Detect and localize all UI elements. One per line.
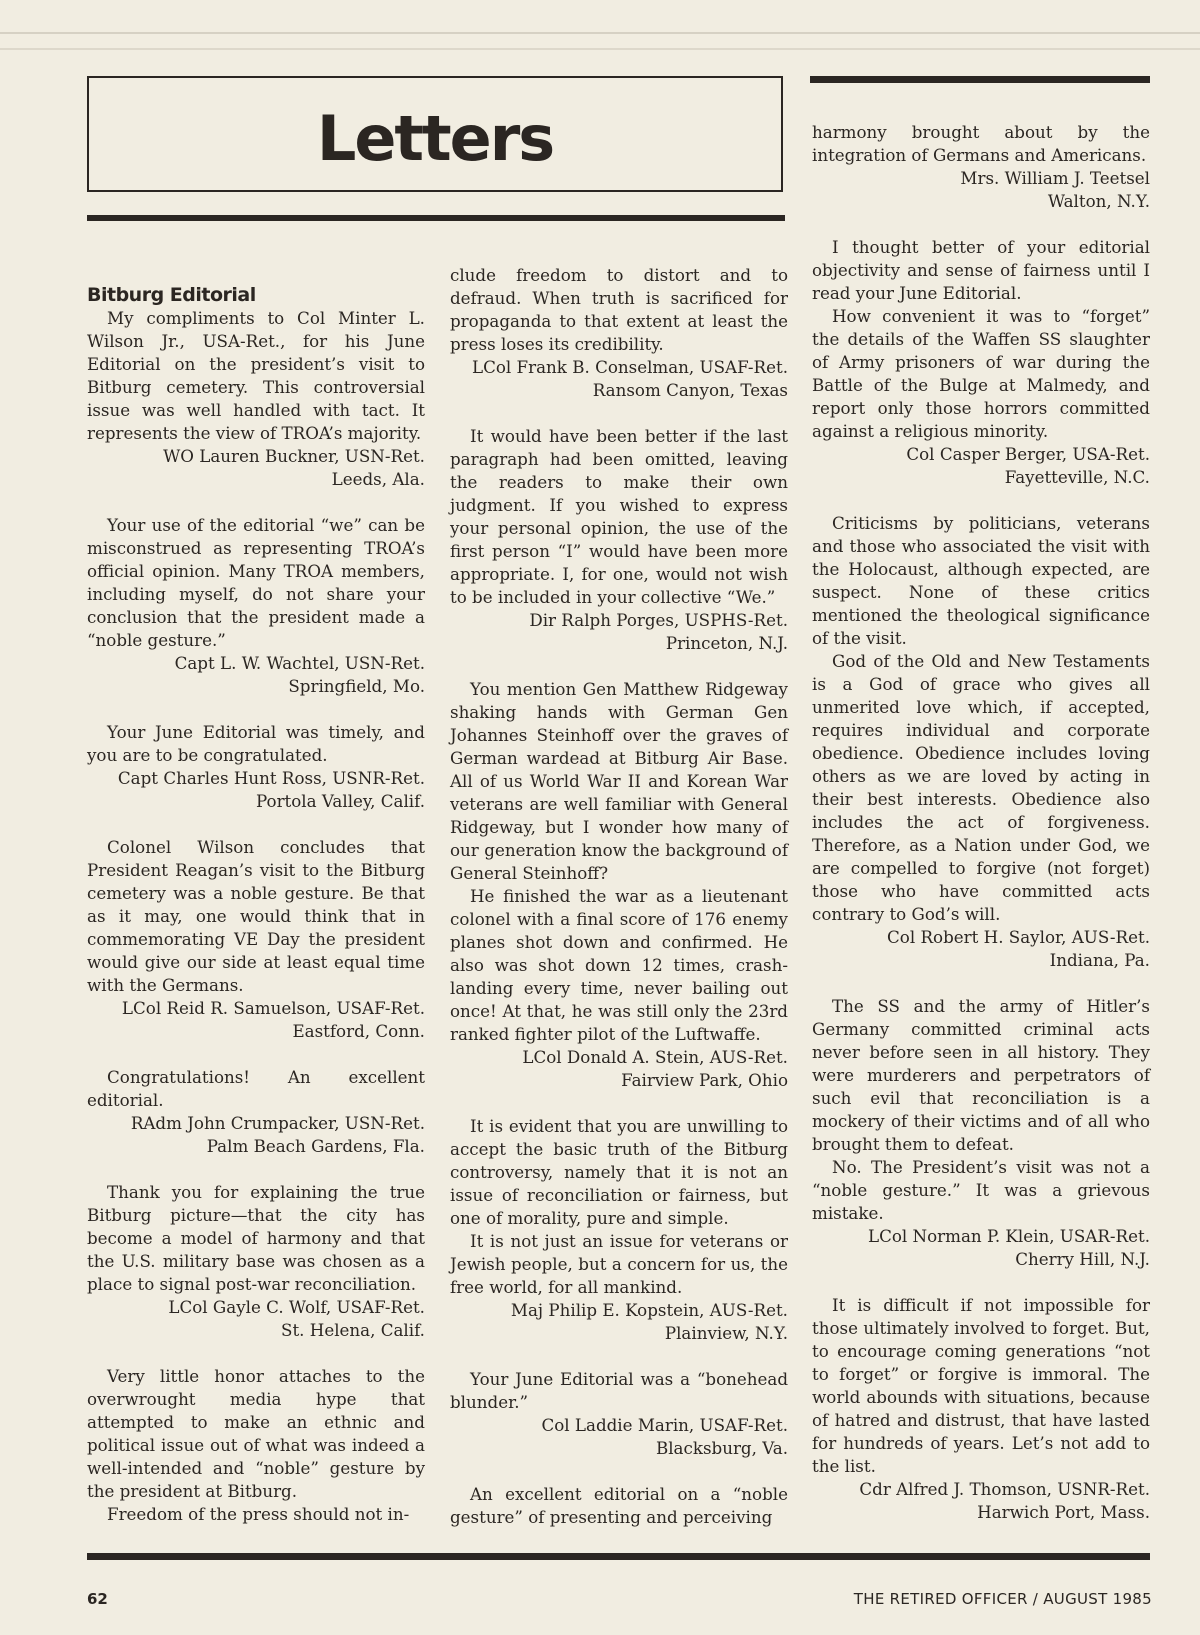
signature-name: LCol Frank B. Conselman, USAF-Ret. [471, 357, 788, 377]
signature-place: St. Helena, Calif. [281, 1320, 425, 1340]
signature-name: WO Lauren Buckner, USN-Ret. [163, 446, 425, 466]
page-number: 62 [87, 1590, 108, 1608]
letter-text: How convenient it was to “forget” the details of the Waffen SS slaughter of Army prisoners of war during the Battle of the Bulge at Malmedy, and report only those horrors committed against a religious minority. [812, 306, 1150, 441]
section-heading: Bitburg Editorial [87, 284, 256, 306]
signature-name: LCol Norman P. Klein, USAR-Ret. [867, 1226, 1150, 1246]
signature-place: Fairview Park, Ohio [621, 1070, 788, 1090]
signature-name: Cdr Alfred J. Thomson, USNR-Ret. [859, 1479, 1150, 1499]
signature-name: Mrs. William J. Teetsel [960, 168, 1150, 188]
col3-top-rule [810, 76, 1150, 83]
letter-text: Your June Editorial was timely, and you are to be congratulated. [87, 722, 425, 765]
letter-text: It would have been better if the last paragraph had been omitted, leaving the readers to make their own judgment. If you wished to express your personal opinion, the use of the first person “I” would have been more appropriate. I, for one, would not wish to be included in your collective “We.” [450, 426, 788, 607]
signature [87, 445, 425, 491]
signature-place: Princeton, N.J. [665, 633, 788, 653]
letter-text: It is evident that you are unwilling to accept the basic truth of the Bitburg controversy, namely that it is not an issue of reconciliation or fairness, but one of morality, pure and simple. [450, 1116, 788, 1228]
letter-text: Criticisms by politicians, veterans and those who associated the visit with the Holocaust, although expected, are suspect. None of these critics mentioned the theological significance of the visit. [812, 513, 1150, 648]
letter-text: My compliments to Col Minter L. Wilson Jr., USA-Ret., for his June Editorial on the president’s visit to Bitburg cemetery. This controversial issue was well handled with tact. It represents the view of TROA’s majority. [87, 308, 425, 443]
page-title: Letters [316, 101, 554, 175]
letter-text: It is difficult if not impossible for those ultimately involved to forget. But, to encourage coming generations “not to forget” or forgive is immoral. The world abounds with situations, because of hatred and distrust, that have lasted for hundreds of years. Let’s not add to the list. [812, 1295, 1150, 1476]
signature [87, 997, 425, 1043]
letter-text: An excellent editorial on a “noble gesture” of presenting and perceiving [450, 1484, 788, 1527]
letter-text: You mention Gen Matthew Ridgeway shaking hands with German Gen Johannes Steinhoff over the graves of German wardead at Bitburg Air Base. All of us World War II and Korean War veterans are well familiar with General Ridgeway, but I wonder how many of our generation know the background of General Steinhoff? [450, 679, 788, 883]
signature-name: LCol Gayle C. Wolf, USAF-Ret. [168, 1297, 425, 1317]
letter-text: Your June Editorial was a “bonehead blunder.” [450, 1369, 788, 1412]
signature-name: Dir Ralph Porges, USPHS-Ret. [529, 610, 788, 630]
signature [87, 767, 425, 813]
signature-name: Capt Charles Hunt Ross, USNR-Ret. [117, 768, 425, 788]
signature-name: LCol Donald A. Stein, AUS-Ret. [522, 1047, 788, 1067]
signature-place: Harwich Port, Mass. [977, 1502, 1150, 1522]
letter-text: Freedom of the press should not in- [107, 1504, 410, 1524]
letter-text: Thank you for explaining the true Bitburg picture—that the city has become a model of harmony and that the U.S. military base was chosen as a place to signal post-war reconciliation. [87, 1182, 425, 1294]
signature [812, 443, 1150, 489]
signature-place: Walton, N.Y. [1047, 191, 1150, 211]
letter-text: Congratulations! An excellent editorial. [87, 1067, 425, 1110]
signature [812, 167, 1150, 213]
title-rule [87, 215, 785, 221]
signature-place: Ransom Canyon, Texas [592, 380, 788, 400]
signature-name: Col Robert H. Saylor, AUS-Ret. [887, 927, 1150, 947]
letter-text: The SS and the army of Hitler’s Germany committed criminal acts never before seen in all history. They were murderers and perpetrators of such evil that reconciliation is a mockery of their victims and of all who brought them to defeat. [812, 996, 1150, 1154]
column-1 [87, 284, 425, 1526]
signature [812, 1478, 1150, 1524]
signature-place: Plainview, N.Y. [664, 1323, 788, 1343]
signature-place: Palm Beach Gardens, Fla. [206, 1136, 425, 1156]
signature-place: Springfield, Mo. [288, 676, 425, 696]
signature-name: Maj Philip E. Kopstein, AUS-Ret. [510, 1300, 788, 1320]
signature-place: Fayetteville, N.C. [1004, 467, 1150, 487]
signature [87, 652, 425, 698]
signature-place: Cherry Hill, N.J. [1015, 1249, 1150, 1269]
letter-text: I thought better of your editorial objectivity and sense of fairness until I read your June Editorial. [812, 237, 1150, 303]
signature-place: Portola Valley, Calif. [255, 791, 425, 811]
letter-text: harmony brought about by the integration of Germans and Americans. [812, 122, 1150, 165]
letter-text: He finished the war as a lieutenant colonel with a final score of 176 enemy planes shot down and confirmed. He also was shot down 12 times, crash-landing every time, never bailing out once! At that, he was still only the 23rd ranked fighter pilot of the Luftwaffe. [450, 886, 788, 1044]
letter-text: Colonel Wilson concludes that President Reagan’s visit to the Bitburg cemetery was a noble gesture. Be that as it may, one would think that in commemorating VE Day the president would give our side at least equal time with the Germans. [87, 837, 425, 995]
column-3 [812, 121, 1150, 1524]
column-2 [450, 264, 788, 1529]
signature-place: Eastford, Conn. [292, 1021, 425, 1041]
footer-masthead: THE RETIRED OFFICER / AUGUST 1985 [853, 1590, 1152, 1608]
letter-text: God of the Old and New Testaments is a God of grace who gives all unmerited love which, if accepted, requires individual and corporate obedience. Obedience includes loving others as we are loved by acting in their best interests. Obedience also includes the act of forgiveness. Therefore, as a Nation under God, we are compelled to forgive (not forget) those who have committed acts contrary to God’s will. [812, 651, 1150, 924]
top-edge-line [0, 32, 1200, 34]
letter-text: Very little honor attaches to the overwrought media hype that attempted to make an ethnic and political issue out of what was indeed a well-intended and “noble” gesture by the president at Bitburg. [87, 1366, 425, 1501]
signature-place: Leeds, Ala. [331, 469, 425, 489]
signature-name: Col Laddie Marin, USAF-Ret. [541, 1415, 788, 1435]
signature-name: RAdm John Crumpacker, USN-Ret. [130, 1113, 425, 1133]
signature-name: Col Casper Berger, USA-Ret. [906, 444, 1150, 464]
signature-place: Indiana, Pa. [1049, 950, 1150, 970]
top-edge-line-2 [0, 48, 1200, 50]
letter-text: No. The President’s visit was not a “noble gesture.” It was a grievous mistake. [812, 1157, 1150, 1223]
letter-text: It is not just an issue for veterans or Jewish people, but a concern for us, the free world, for all mankind. [450, 1231, 788, 1297]
signature [87, 1112, 425, 1158]
signature [450, 356, 788, 402]
signature [450, 1414, 788, 1460]
signature [87, 1296, 425, 1342]
bottom-rule [87, 1553, 1150, 1560]
letter-text: clude freedom to distort and to defraud. When truth is sacrificed for propaganda to that extent at least the press loses its credibility. [450, 265, 788, 354]
signature [450, 1046, 788, 1092]
signature [812, 1225, 1150, 1271]
signature-place: Blacksburg, Va. [655, 1438, 788, 1458]
signature [812, 926, 1150, 972]
signature-name: LCol Reid R. Samuelson, USAF-Ret. [121, 998, 425, 1018]
signature [450, 609, 788, 655]
letter-text: Your use of the editorial “we” can be misconstrued as representing TROA’s official opinion. Many TROA members, including myself, do not share your conclusion that the president made a “noble gesture.” [87, 515, 425, 650]
signature-name: Capt L. W. Wachtel, USN-Ret. [174, 653, 425, 673]
title-box [87, 76, 783, 192]
signature [450, 1299, 788, 1345]
